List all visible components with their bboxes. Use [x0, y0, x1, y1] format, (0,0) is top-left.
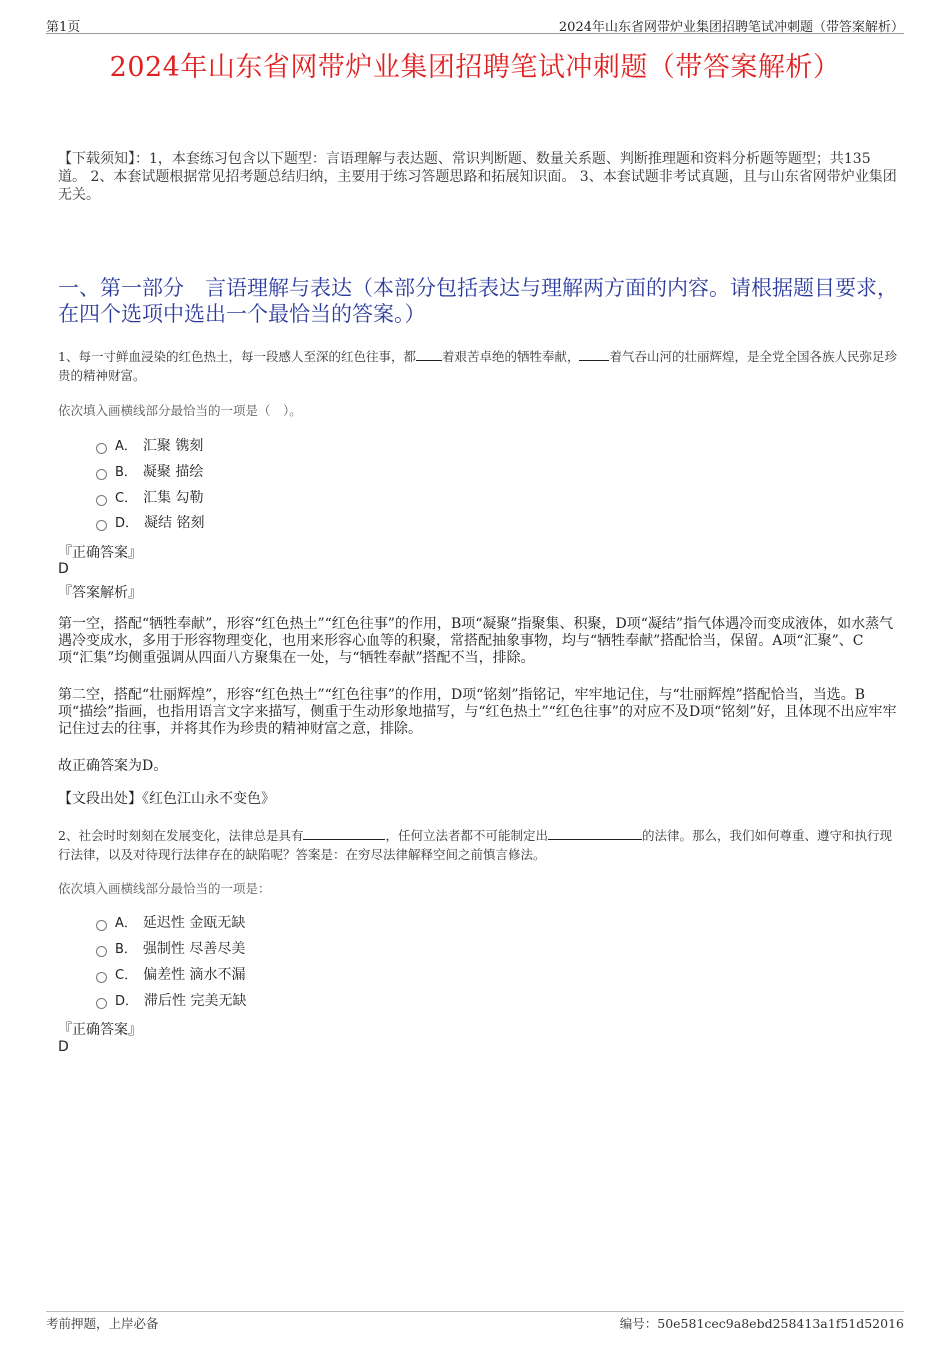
q1-answer-label: 『正确答案』 [58, 545, 142, 561]
q1-answer: D [58, 561, 69, 577]
q1-blank-1 [416, 348, 442, 361]
option-letter: B． [115, 942, 137, 957]
q1-option-c[interactable] [96, 488, 204, 508]
q1-source: 【文段出处】《红色江山永不变色》 [58, 791, 275, 807]
q1-option-a[interactable] [96, 436, 203, 456]
q2-text-part-c: 的法律。那么，我们如何尊重、遵守和执行现行法律，以及对待现行法律存在的缺陷呢？答案是：在穷尽法律解释空间之前慎言修法。 [58, 828, 892, 862]
radio-icon[interactable] [96, 946, 107, 957]
q1-text-part-a: 1、每一寸鲜血浸染的红色热土，每一段感人至深的红色往事，都 [58, 349, 416, 364]
option-letter: D． [115, 994, 139, 1009]
question-2-text [58, 826, 900, 864]
q1-prompt: 依次填入画横线部分最恰当的一项是（ ）。 [58, 403, 302, 418]
option-text: 延迟性 金瓯无缺 [142, 915, 246, 931]
option-text: 汇聚 镌刻 [142, 438, 204, 454]
option-letter: C． [115, 968, 138, 983]
q1-blank-2 [579, 348, 609, 361]
question-1-text [58, 347, 900, 385]
q1-option-d[interactable] [96, 513, 204, 533]
q2-blank-1 [303, 827, 385, 840]
q1-analysis-paragraph-1: 第一空，搭配“牺牲奉献”，形容“红色热土”“红色往事”的作用，B项“凝聚”指聚集、积聚，D项“凝结”指气体遇冷而变成液体，如水蒸气遇冷变成水，多用于形容物理变化，也用来形容心血等的积聚，常搭配抽象事物，均与“牺牲奉献”搭配恰当，保留。A项“汇聚”、C项“汇集”均侧重强调从四面八方聚集在一处，与“牺牲奉献”搭配不当，排除。 [58, 616, 894, 666]
q1-analysis-label: 『答案解析』 [58, 585, 142, 601]
q2-answer: D [58, 1039, 69, 1055]
option-letter: A． [115, 439, 137, 454]
header-divider [46, 33, 904, 34]
page-number: 第1页 [46, 20, 81, 35]
radio-icon[interactable] [96, 920, 107, 931]
footer-doc-id: 编号：50e581cec9a8ebd258413a1f51d52016 [619, 1316, 904, 1331]
radio-icon[interactable] [96, 520, 107, 531]
q1-option-b[interactable] [96, 462, 203, 482]
option-letter: D． [115, 516, 139, 531]
q2-answer-label: 『正确答案』 [58, 1022, 142, 1038]
radio-icon[interactable] [96, 972, 107, 983]
q2-option-d[interactable] [96, 991, 246, 1011]
option-text: 汇集 勾勒 [143, 490, 204, 506]
q2-text-part-a: 2、社会时时刻刻在发展变化，法律总是具有 [58, 828, 304, 843]
option-letter: C． [115, 491, 138, 506]
q2-option-a[interactable] [96, 913, 245, 933]
q2-option-b[interactable] [96, 939, 245, 959]
option-letter: A． [115, 916, 137, 931]
q1-analysis-paragraph-2: 第二空，搭配“壮丽辉煌”，形容“红色热土”“红色往事”的作用，D项“铭刻”指铭记，牢牢地记住，与“壮丽辉煌”搭配恰当，当选。B项“描绘”指画，也指用语言文字来描写，侧重于生动形象地描写，与“红色热土”“红色往事”的对应不及D项“铭刻”好，且体现不出应牢牢记住过去的往事，并将其作为珍贵的精神财富之意，排除。 [58, 687, 897, 737]
q2-prompt: 依次填入画横线部分最恰当的一项是： [58, 881, 271, 896]
q2-text-part-b: ，任何立法者都不可能制定出 [385, 828, 548, 843]
option-text: 强制性 尽善尽美 [142, 941, 246, 957]
option-letter: B． [115, 465, 137, 480]
option-text: 滞后性 完美无缺 [144, 993, 247, 1009]
download-notice: 【下载须知】：1，本套练习包含以下题型：言语理解与表达题、常识判断题、数量关系题、判断推理题和资料分析题等题型；共135道。 2、本套试题根据常见招考题总结归纳，主要用于练习答题思路和拓展知识面。 3、本套试题非考试真题，且与山东省网带炉业集团无关。 [58, 151, 897, 203]
q2-option-c[interactable] [96, 965, 246, 985]
option-text: 偏差性 滴水不漏 [143, 967, 246, 983]
q1-text-part-c: 着气吞山河的壮丽辉煌，是全党全国各族人民弥足珍贵的精神财富。 [58, 349, 897, 383]
radio-icon[interactable] [96, 443, 107, 454]
radio-icon[interactable] [96, 469, 107, 480]
footer-divider [46, 1311, 904, 1312]
q1-conclusion: 故正确答案为D。 [58, 758, 168, 774]
footer-slogan: 考前押题，上岸必备 [46, 1316, 159, 1331]
option-text: 凝聚 描绘 [142, 464, 204, 480]
radio-icon[interactable] [96, 998, 107, 1009]
section-heading: 一、第一部分 言语理解与表达（本部分包括表达与理解两方面的内容。请根据题目要求，在四个选项中选出一个最恰当的答案。） [58, 276, 898, 326]
q1-text-part-b: 着艰苦卓绝的牺牲奉献， [441, 349, 580, 364]
radio-icon[interactable] [96, 495, 107, 506]
page-title: 2024年山东省网带炉业集团招聘笔试冲刺题（带答案解析） [109, 52, 841, 83]
running-header-title: 2024年山东省网带炉业集团招聘笔试冲刺题（带答案解析） [558, 20, 904, 35]
q2-blank-2 [548, 827, 642, 840]
option-text: 凝结 铭刻 [144, 515, 205, 531]
